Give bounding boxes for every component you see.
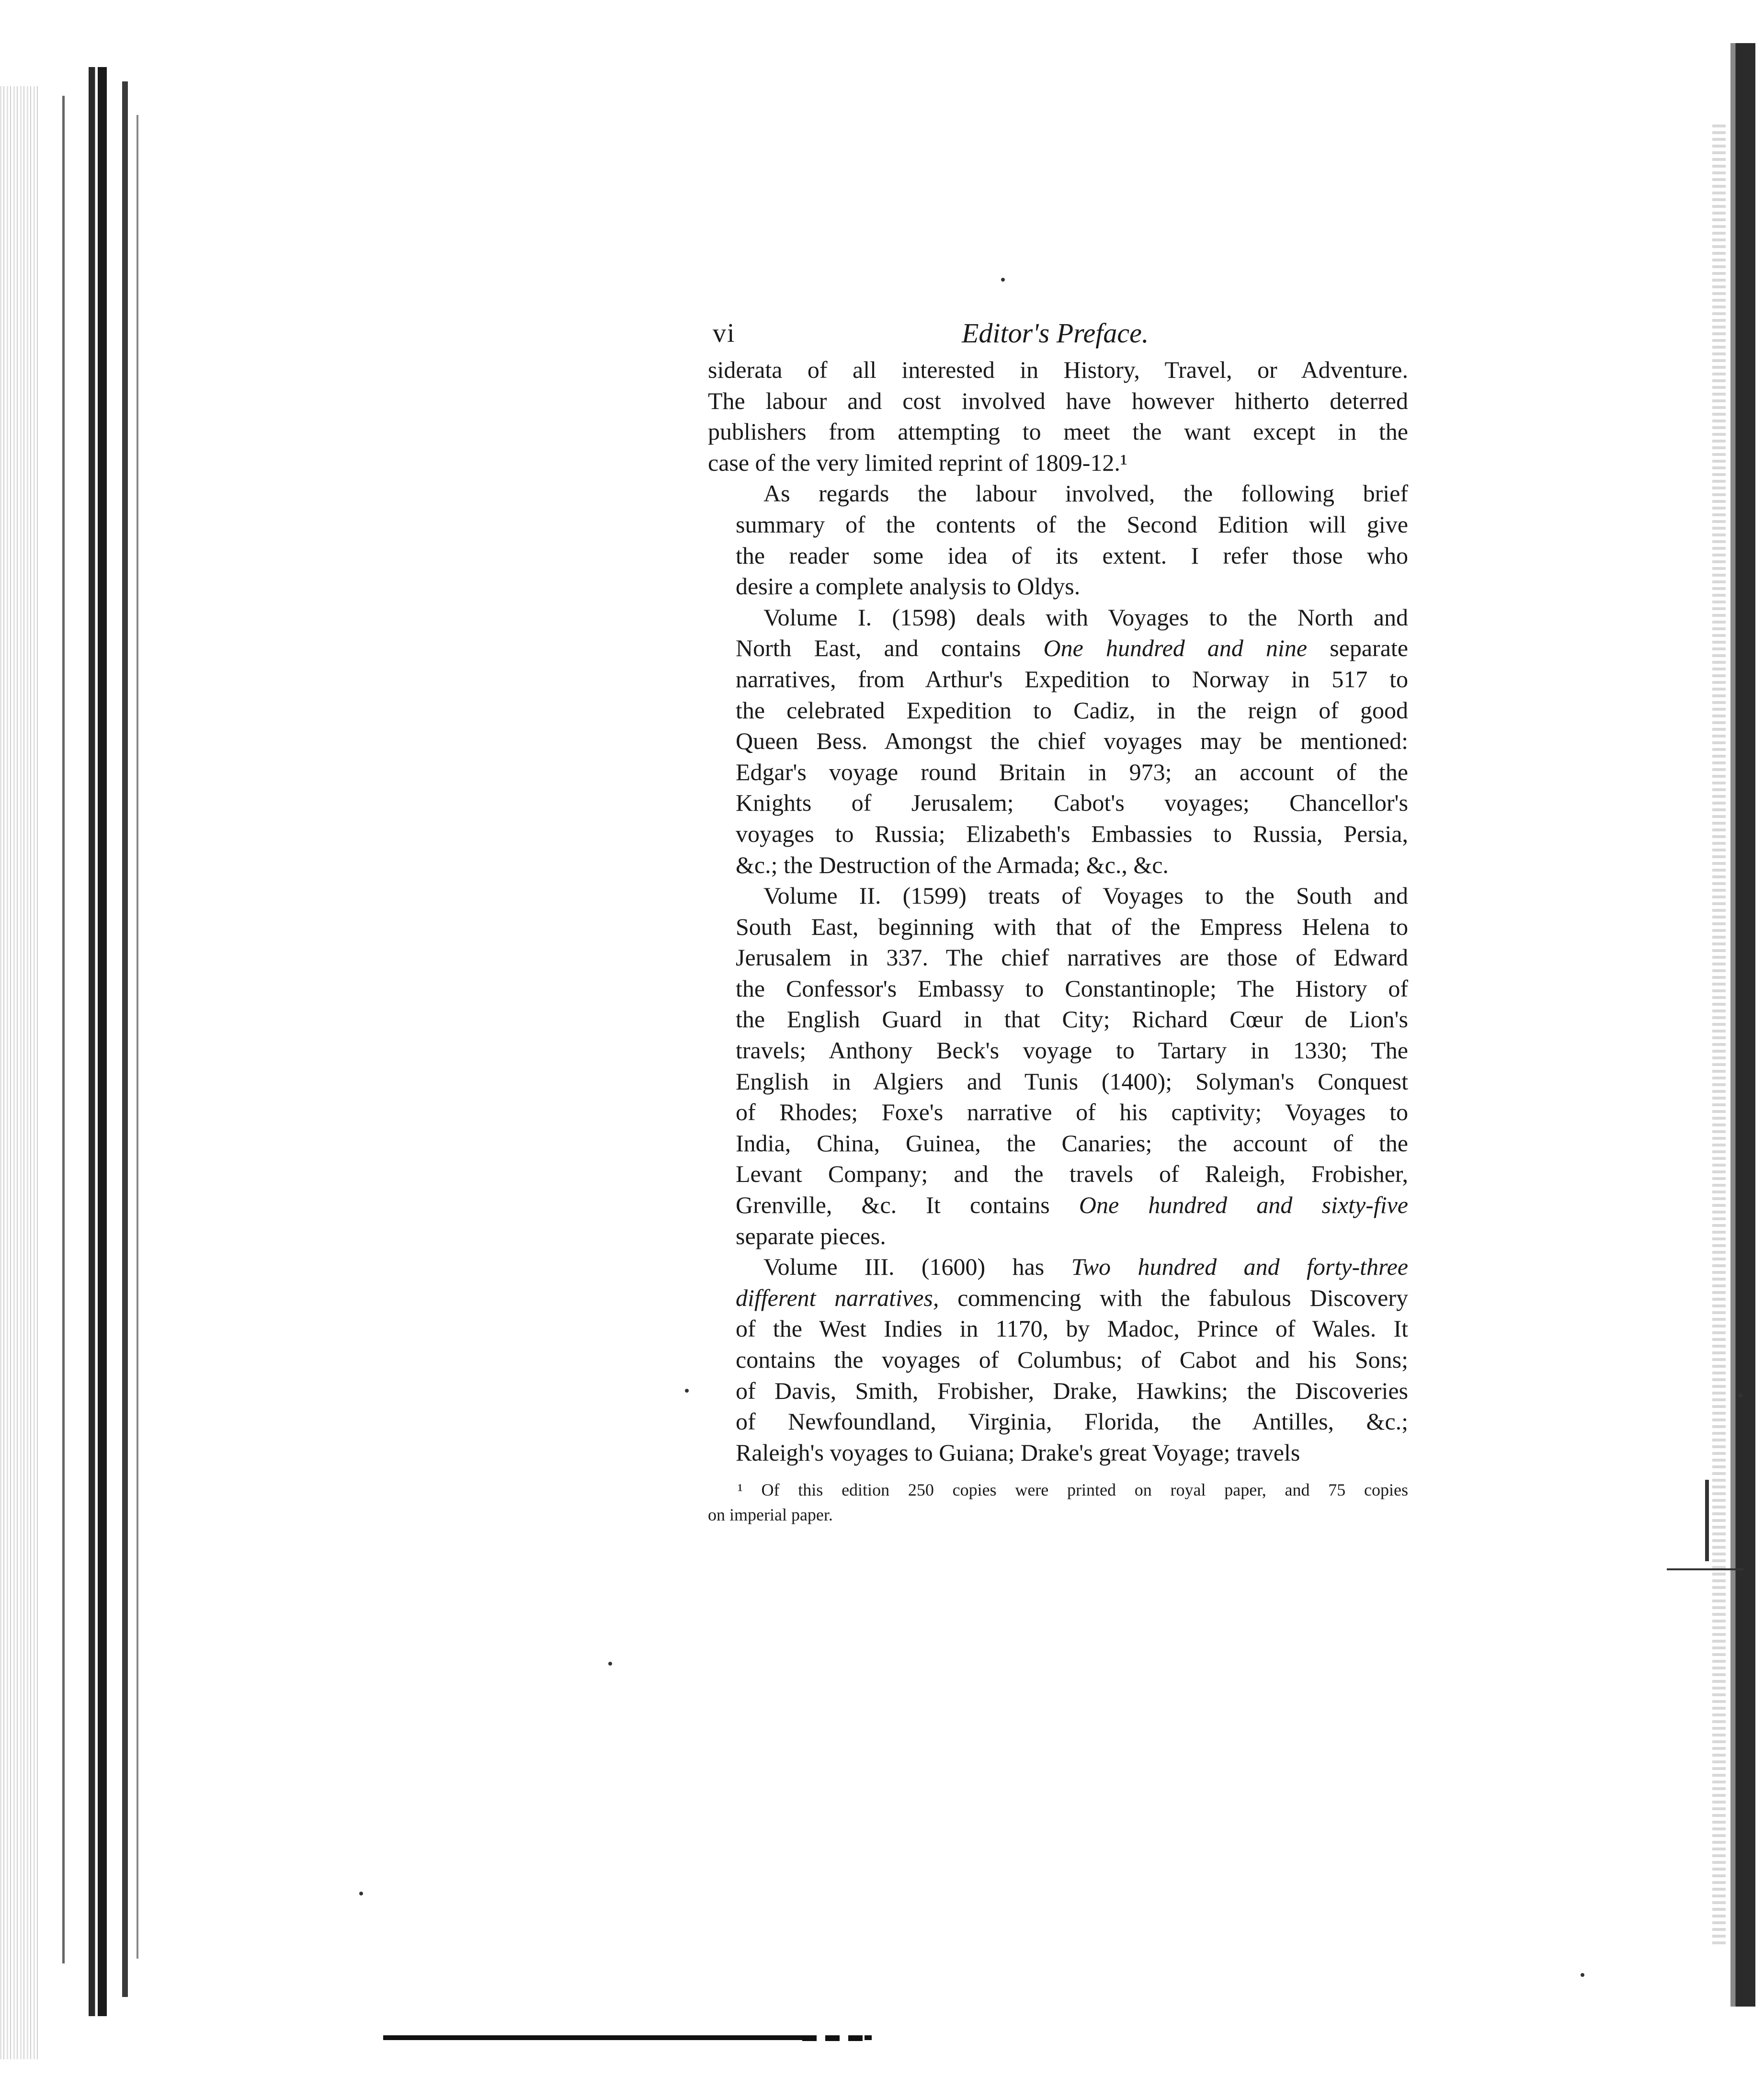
scan-mark (1667, 1568, 1743, 1570)
scan-gutter-line (137, 115, 138, 1959)
scan-gutter-line (62, 96, 65, 1963)
text-line: voyages to Russia; Elizabeth's Embassies to Russia, Persia, (736, 820, 1408, 847)
scan-mark (1705, 1480, 1709, 1561)
footnote-line: ¹ Of this edition 250 copies were printed on royal paper, and 75 copies (738, 1480, 1408, 1500)
scan-gutter-shadow (89, 67, 107, 2016)
scan-speck (1739, 1394, 1742, 1397)
text-line: English in Algiers and Tunis (1400); Solyman's Conquest (736, 1067, 1408, 1095)
text-line: of Newfoundland, Virginia, Florida, the Antilles, &c.; (736, 1408, 1408, 1435)
text-line: desire a complete analysis to Oldys. (736, 573, 1081, 600)
text-line: India, China, Guinea, the Canaries; the account of the (736, 1129, 1408, 1157)
text-line: the English Guard in that City; Richard Cœur de Lion's (736, 1006, 1408, 1033)
paragraph (708, 354, 1408, 478)
text-line: The labour and cost involved have however hitherto deterred (708, 387, 1408, 414)
scan-bottom-edge (383, 2035, 872, 2040)
text-line: Knights of Jerusalem; Cabot's voyages; Chancellor's (736, 789, 1408, 817)
page-text-block (708, 311, 1408, 1527)
text-line: summary of the contents of the Second Edition will give (736, 510, 1408, 538)
footnote-line: on imperial paper. (708, 1505, 833, 1525)
paragraph (708, 602, 1408, 880)
scan-speck (359, 1892, 363, 1895)
scan-edge-left (0, 86, 38, 2059)
text-line: of Davis, Smith, Frobisher, Drake, Hawkins; the Discoveries (736, 1377, 1408, 1404)
text-line: Volume I. (1598) deals with Voyages to the North and (763, 603, 1408, 631)
text-line: the celebrated Expedition to Cadiz, in the reign of good (736, 696, 1408, 724)
text-line: case of the very limited reprint of 1809-12.¹ (708, 449, 1127, 476)
text-line: &c.; the Destruction of the Armada; &c., &c. (736, 851, 1169, 878)
text-line: narratives, from Arthur's Expedition to Norway in 517 to (736, 665, 1408, 692)
text-line: South East, beginning with that of the Empress Helena to (736, 913, 1408, 940)
text-line: the reader some idea of its extent. I refer those who (736, 542, 1408, 569)
text-line: of Rhodes; Foxe's narrative of his captivity; Voyages to (736, 1099, 1408, 1126)
text-line: Raleigh's voyages to Guiana; Drake's great Voyage; travels (736, 1439, 1300, 1466)
body-text (708, 354, 1408, 1468)
text-line: separate pieces. (736, 1222, 886, 1249)
text-line: of the West Indies in 1170, by Madoc, Prince of Wales. It (736, 1315, 1408, 1342)
text-line: Levant Company; and the travels of Raleigh, Frobisher, (736, 1160, 1408, 1188)
footnote (708, 1477, 1408, 1527)
scan-bottom-edge (802, 2035, 865, 2041)
text-line: As regards the labour involved, the following brief (763, 480, 1408, 507)
text-line: contains the voyages of Columbus; of Cabot and his Sons; (736, 1346, 1408, 1373)
text-line: Edgar's voyage round Britain in 973; an account of the (736, 758, 1408, 785)
text-line: siderata of all interested in History, Travel, or Adventure. (708, 356, 1408, 383)
text-line: the Confessor's Embassy to Constantinople; The History of (736, 975, 1408, 1002)
scan-speck (1001, 278, 1005, 282)
scan-edge-right (1730, 43, 1755, 2007)
paragraph (708, 880, 1408, 1251)
text-line: travels; Anthony Beck's voyage to Tartary in 1330; The (736, 1037, 1408, 1064)
text-line: Jerusalem in 337. The chief narratives are those of Edward (736, 944, 1408, 971)
scan-gutter-line (122, 81, 128, 1997)
text-line: different narratives, commencing with the fabulous Discovery (736, 1284, 1408, 1311)
scan-edge-right-noise (1712, 125, 1726, 1944)
text-line: North East, and contains One hundred and nine separate (736, 635, 1408, 662)
scan-speck (1581, 1973, 1584, 1977)
paragraph (708, 1251, 1408, 1468)
running-head (708, 311, 1408, 354)
paragraph (708, 478, 1408, 601)
text-line: Volume II. (1599) treats of Voyages to the South and (763, 882, 1408, 909)
text-line: Queen Bess. Amongst the chief voyages may be mentioned: (736, 727, 1408, 755)
running-title: Editor's Preface. (962, 318, 1149, 349)
text-line: Volume III. (1600) has Two hundred and forty-three (763, 1253, 1408, 1281)
page-number: vi (713, 318, 736, 348)
text-line: Grenville, &c. It contains One hundred and sixty-five (736, 1191, 1408, 1219)
text-line: publishers from attempting to meet the want except in the (708, 418, 1408, 445)
scan-speck (685, 1389, 689, 1393)
scan-speck (608, 1662, 612, 1666)
